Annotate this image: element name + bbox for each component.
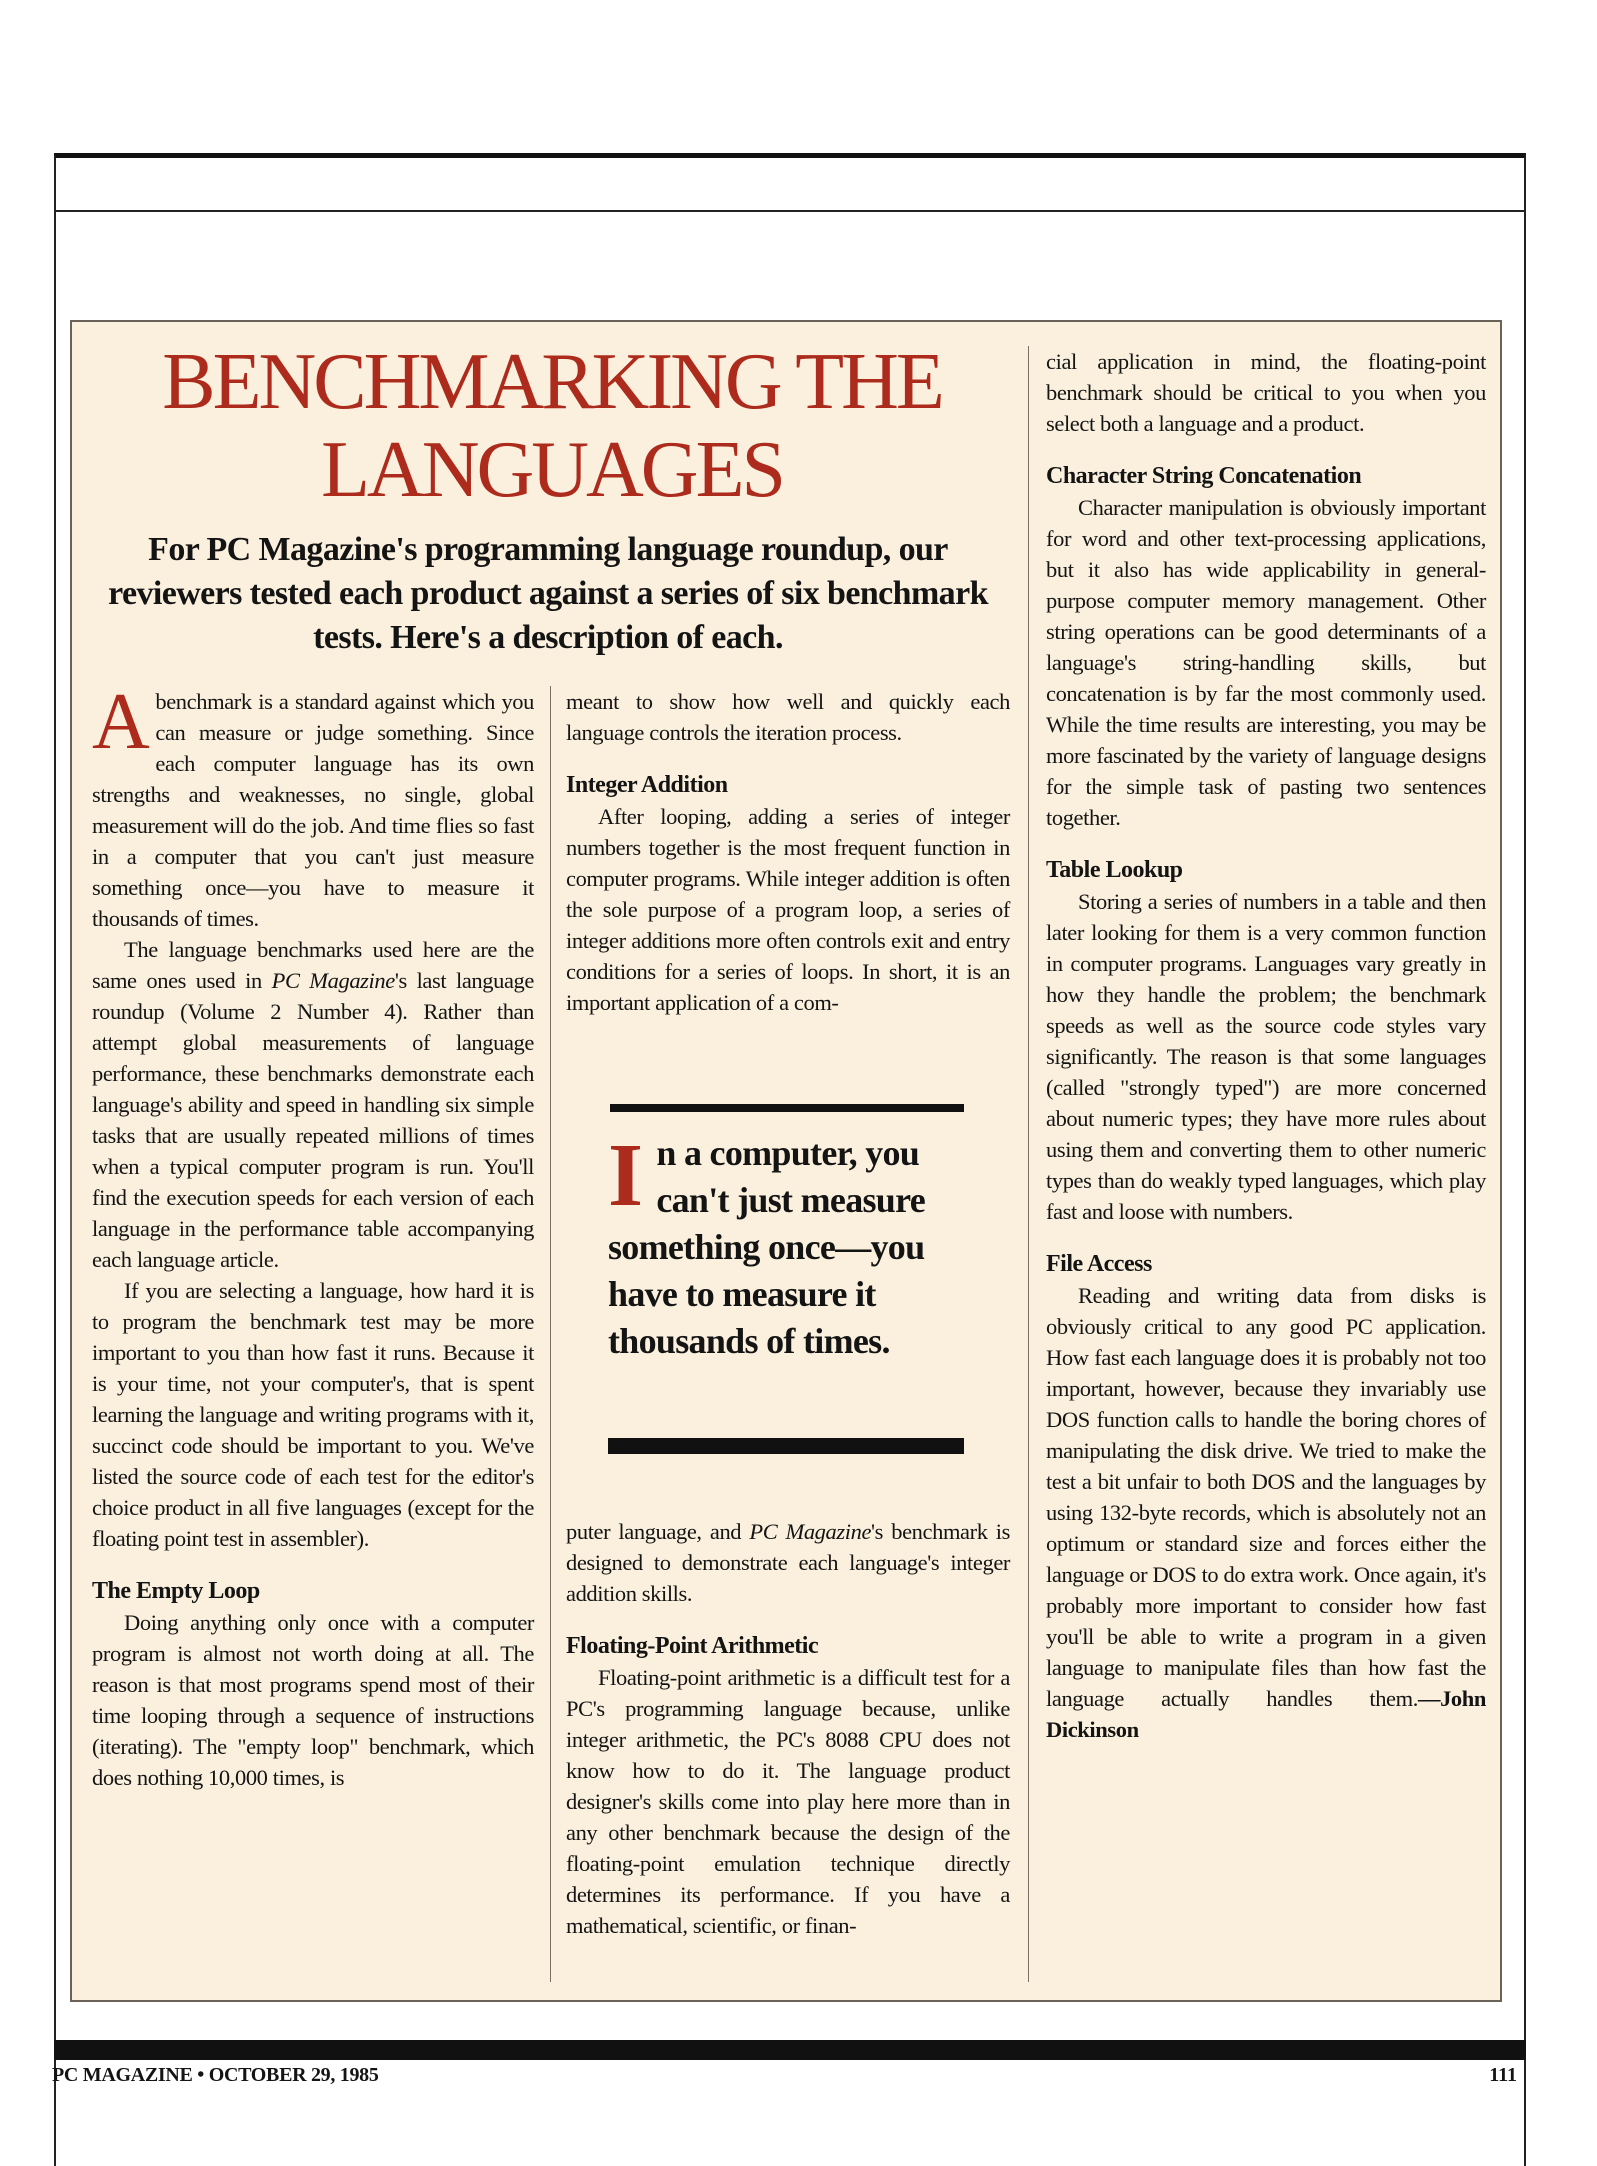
column-2-top — [566, 686, 1010, 1018]
heading-floating-point: Floating-Point Arithmetic — [566, 1633, 819, 1659]
pull-quote-rule-bottom — [608, 1438, 964, 1454]
pull-quote-rule-top — [610, 1104, 964, 1112]
intro-p2-a: The language benchmarks used here are the same ones used in — [92, 937, 534, 993]
string-concatenation-paragraph: Character manipulation is obviously important for word and other text-processing applications, but it also has wide applicability in general-purpose computer memory management. Other string operations can be good determinants of a language's string-handling skills, but concatenation is by far the most commonly used. While the time results are interesting, you may be more fascinated by the variety of language designs for the simple task of pasting two sentences together. — [1046, 495, 1486, 830]
file-access-paragraph — [1046, 1280, 1486, 1745]
column-1 — [92, 678, 534, 1793]
top-divider — [54, 210, 1526, 212]
intro-paragraph-1 — [92, 678, 534, 934]
table-lookup-paragraph: Storing a series of numbers in a table and then later looking for them is a very common function in computer programs. Languages vary greatly in how they handle the problem; the benchmark speeds as well as the source code styles vary significantly. The reason is that some languages (called "strongly typed") are more concerned about numeric types; they have more rules about using them and converting them to other numeric types than do weakly typed languages, which play fast and loose with numbers. — [1046, 889, 1486, 1224]
int-cont-magazine: PC Magazine — [749, 1519, 872, 1544]
intro-paragraph-3: If you are selecting a language, how hard it is to program the benchmark test may be more important to you than how fast it runs. Because it is your time, not your computer's, that is spent learning the language and writing programs with it, succinct code should be important to you. We've listed the source code of each test for the editor's choice product in all five languages (except for the floating point test in assembler). — [92, 1278, 534, 1551]
column-divider-2 — [1028, 346, 1029, 1982]
footer-page-number: 111 — [1489, 2064, 1517, 2086]
intro-p2-b: 's last language roundup (Volume 2 Number 4). Rather than attempt global measurements of language performance, these benchmarks demonstrate each language's ability and speed in handling six simple tasks that are usually repeated millions of times when a typical computer program is run. You'll find the execution speeds for each version of each language in the performance table accompanying each language article. — [92, 968, 534, 1272]
column-divider-1 — [550, 686, 551, 1982]
intro-p2-magazine: PC Magazine — [271, 968, 395, 993]
heading-string-concatenation: Character String Concatenation — [1046, 463, 1362, 489]
pull-quote-text: n a computer, you can't just measure something once—you have to measure it thousands of times. — [608, 1133, 926, 1361]
pull-quote — [608, 1126, 968, 1365]
integer-addition-paragraph: After looping, adding a series of integer numbers together is the most frequent function in computer programs. While integer addition is often the sole purpose of a program loop, a series of integer additions more often controls exit and entry conditions for a series of loops. In short, it is an important application of a com- — [566, 804, 1010, 1015]
int-cont-a: puter language, and — [566, 1519, 750, 1544]
bottom-bar — [54, 2040, 1526, 2060]
int-cont-b: 's benchmark is designed to demonstrate each language's integer addition skills. — [566, 1519, 1010, 1606]
footer-publication: PC MAGAZINE • OCTOBER 29, 1985 — [52, 2064, 379, 2086]
column-2-bottom — [566, 1516, 1010, 1941]
floating-point-continued: cial application in mind, the floating-point benchmark should be critical to you when you select both a language and a product. — [1046, 349, 1486, 436]
heading-empty-loop: The Empty Loop — [92, 1578, 260, 1604]
integer-addition-continued — [566, 1516, 1010, 1609]
article-title: BENCHMARKING THE LANGUAGES — [162, 338, 942, 514]
intro-paragraph-2 — [92, 934, 534, 1275]
heading-file-access: File Access — [1046, 1251, 1152, 1277]
empty-loop-paragraph: Doing anything only once with a computer program is almost not worth doing at all. The reason is that most programs spend most of their time looping through a sequence of instructions (iterating). The "empty loop" benchmark, which does nothing 10,000 times, is — [92, 1610, 534, 1790]
column-3 — [1046, 346, 1486, 1745]
drop-cap: A — [92, 678, 150, 766]
intro-p1-text: benchmark is a standard against which you can measure or judge something. Since each computer language has its own strengths and weaknesses, no single, global measurement will do the job. And time flies so fast in a computer that you can't just measure something once—you have to measure it thousands of times. — [92, 689, 534, 931]
floating-point-paragraph: Floating-point arithmetic is a difficult test for a PC's programming language because, unlike integer arithmetic, the PC's 8088 CPU does not know how to do it. The language product designer's skills come into play here more than in any other benchmark because the design of the floating-point emulation technique directly determines its performance. If you have a mathematical, scientific, or finan- — [566, 1665, 1010, 1938]
heading-integer-addition: Integer Addition — [566, 772, 728, 798]
author-byline: —John Dickinson — [1046, 1686, 1486, 1742]
article-deck: For PC Magazine's programming language roundup, our reviewers tested each product against a series of six benchmark tests. Here's a description of each. — [108, 531, 988, 656]
file-access-text: Reading and writing data from disks is obviously critical to any good PC application. How fast each language does it is probably not too important, however, because they invariably use DOS function calls to handle the boring chores of manipulating the disk drive. We tried to make the test a bit unfair to both DOS and the languages by using 132-byte records, which is absolutely not an optimum or standard size and forces either the language or DOS to do extra work. Once again, it's probably more important to consider how fast you'll be able to write a program in a given language to manipulate files than how fast the language actually handles them. — [1046, 1283, 1486, 1711]
heading-table-lookup: Table Lookup — [1046, 857, 1183, 883]
pull-quote-cap: I — [608, 1126, 643, 1225]
empty-loop-continued: meant to show how well and quickly each language controls the iteration process. — [566, 689, 1010, 745]
